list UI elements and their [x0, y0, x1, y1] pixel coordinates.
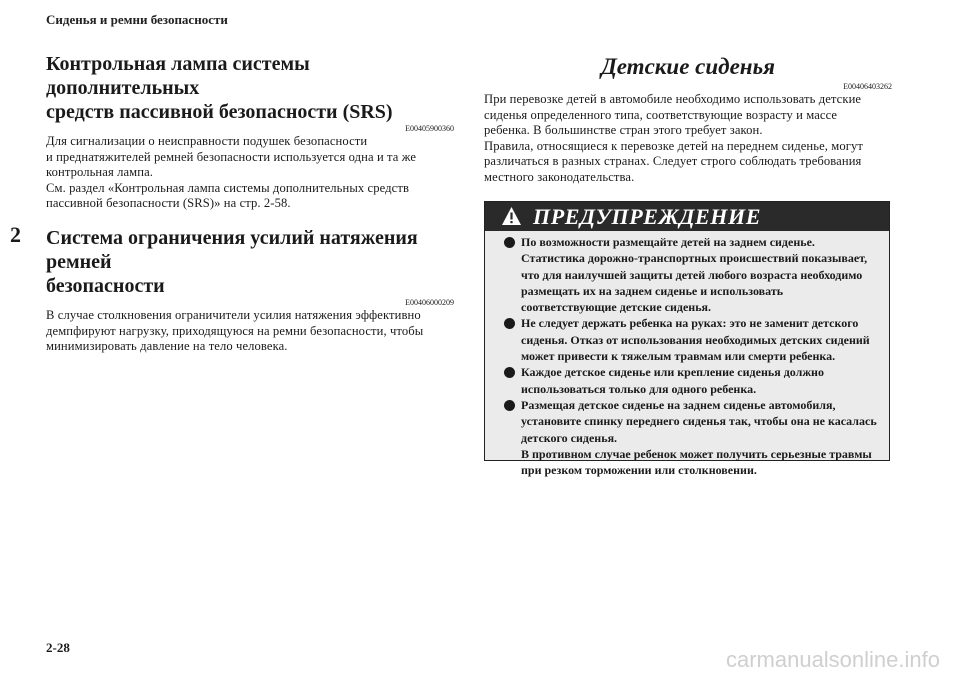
- page-number: 2-28: [46, 640, 70, 655]
- body-line: В случае столкновения ограничители усилия натяжения эффективно: [46, 307, 421, 322]
- limiter-title-line-2: безопасности: [46, 274, 165, 297]
- body-line: При перевозке детей в автомобиле необходимо использовать детские: [484, 92, 862, 106]
- warning-line: размещать их на заднем сиденье и использовать: [521, 283, 784, 298]
- body-line: пассивной безопасности (SRS)» на стр. 2-58.: [46, 196, 291, 211]
- bullet-icon: [504, 318, 515, 329]
- body-line: различаться в разных странах. Следует строго соблюдать требования: [484, 154, 862, 169]
- warning-item: [504, 234, 881, 315]
- warning-line: установите спинку переднего сиденья так, чтобы она не касалась: [521, 414, 877, 429]
- srs-title-line-2: средств пассивной безопасности (SRS): [46, 101, 393, 123]
- body-line: ребенка. В большинстве стран этого требует закон.: [484, 123, 763, 138]
- warning-line: сиденья. Отказ от использования необходимых детских сидений: [521, 332, 870, 347]
- right-column: [484, 52, 892, 186]
- warning-line: Размещая детское сиденье на заднем сиденье автомобиля,: [521, 397, 836, 412]
- running-header: Сиденья и ремни безопасности: [46, 12, 228, 27]
- body-line: сиденья определенного типа, соответствующие возрасту и массе: [484, 107, 838, 122]
- limiter-doc-code: E00406000209: [405, 297, 454, 307]
- warning-item: [504, 315, 881, 364]
- body-line: См. раздел «Контрольная лампа системы дополнительных средств: [46, 180, 409, 195]
- chapter-tab: 2: [10, 222, 21, 247]
- warning-line: Статистика дорожно-транспортных происшествий показывает,: [521, 251, 868, 266]
- bullet-icon: [504, 367, 515, 378]
- warning-header: [485, 202, 889, 231]
- warning-line: соответствующие детские сиденья.: [521, 300, 712, 315]
- srs-body: [46, 134, 454, 212]
- body-line: Правила, относящиеся к перевозке детей на переднем сиденье, могут: [484, 138, 864, 153]
- srs-title-line-1: Контрольная лампа системы дополнительных: [46, 53, 310, 99]
- body-line: минимизировать давление на тело человека.: [46, 339, 288, 354]
- child-seats-title: Детские сиденья: [601, 54, 775, 79]
- warning-line: Каждое детское сиденье или крепление сиденья должно: [521, 365, 824, 380]
- warning-line: детского сиденья.: [521, 430, 618, 445]
- left-column: [46, 52, 454, 355]
- child-seats-doc-code: E00406403262: [843, 82, 892, 91]
- body-line: демпфируют нагрузку, приходящуюся на ремни безопасности, чтобы: [46, 323, 424, 338]
- belt-limiter-title: [46, 226, 454, 298]
- body-line: и преднатяжителей ремней безопасности используется одна и та же: [46, 149, 417, 164]
- body-line: Для сигнализации о неисправности подушек безопасности: [46, 134, 368, 148]
- warning-box: [484, 201, 890, 478]
- bullet-icon: [504, 400, 515, 411]
- warning-body: [485, 231, 889, 478]
- warning-title: ПРЕДУПРЕЖДЕНИЕ: [533, 204, 761, 229]
- warning-triangle-icon: [501, 206, 522, 226]
- child-seats-body: [484, 92, 892, 186]
- warning-item: [504, 364, 881, 397]
- watermark: carmanualsonline.info: [725, 647, 940, 672]
- bullet-icon: [504, 237, 515, 248]
- warning-line: Не следует держать ребенка на руках: это не заменит детского: [521, 316, 859, 331]
- warning-line: использоваться только для одного ребенка.: [521, 381, 757, 396]
- limiter-body: [46, 308, 454, 355]
- srs-lamp-title: [46, 52, 454, 124]
- warning-item: [504, 397, 881, 446]
- warning-line: что для наилучшей защиты детей любого возраста необходимо: [521, 267, 863, 282]
- warning-line: По возможности размещайте детей на заднем сиденье.: [521, 235, 815, 249]
- srs-lamp-section: [46, 52, 454, 212]
- body-line: контрольная лампа.: [46, 165, 154, 180]
- warning-line: может привести к тяжелым травмам или смерти ребенка.: [521, 349, 836, 364]
- belt-limiter-section: [46, 226, 454, 355]
- warning-line: В противном случае ребенок может получить серьезные травмы: [521, 446, 872, 461]
- body-line: местного законодательства.: [484, 169, 635, 184]
- srs-doc-code: E00405900360: [405, 124, 454, 133]
- warning-line: при резком торможении или столкновении.: [521, 463, 757, 478]
- limiter-title-line-1: Система ограничения усилий натяжения ремней: [46, 226, 418, 273]
